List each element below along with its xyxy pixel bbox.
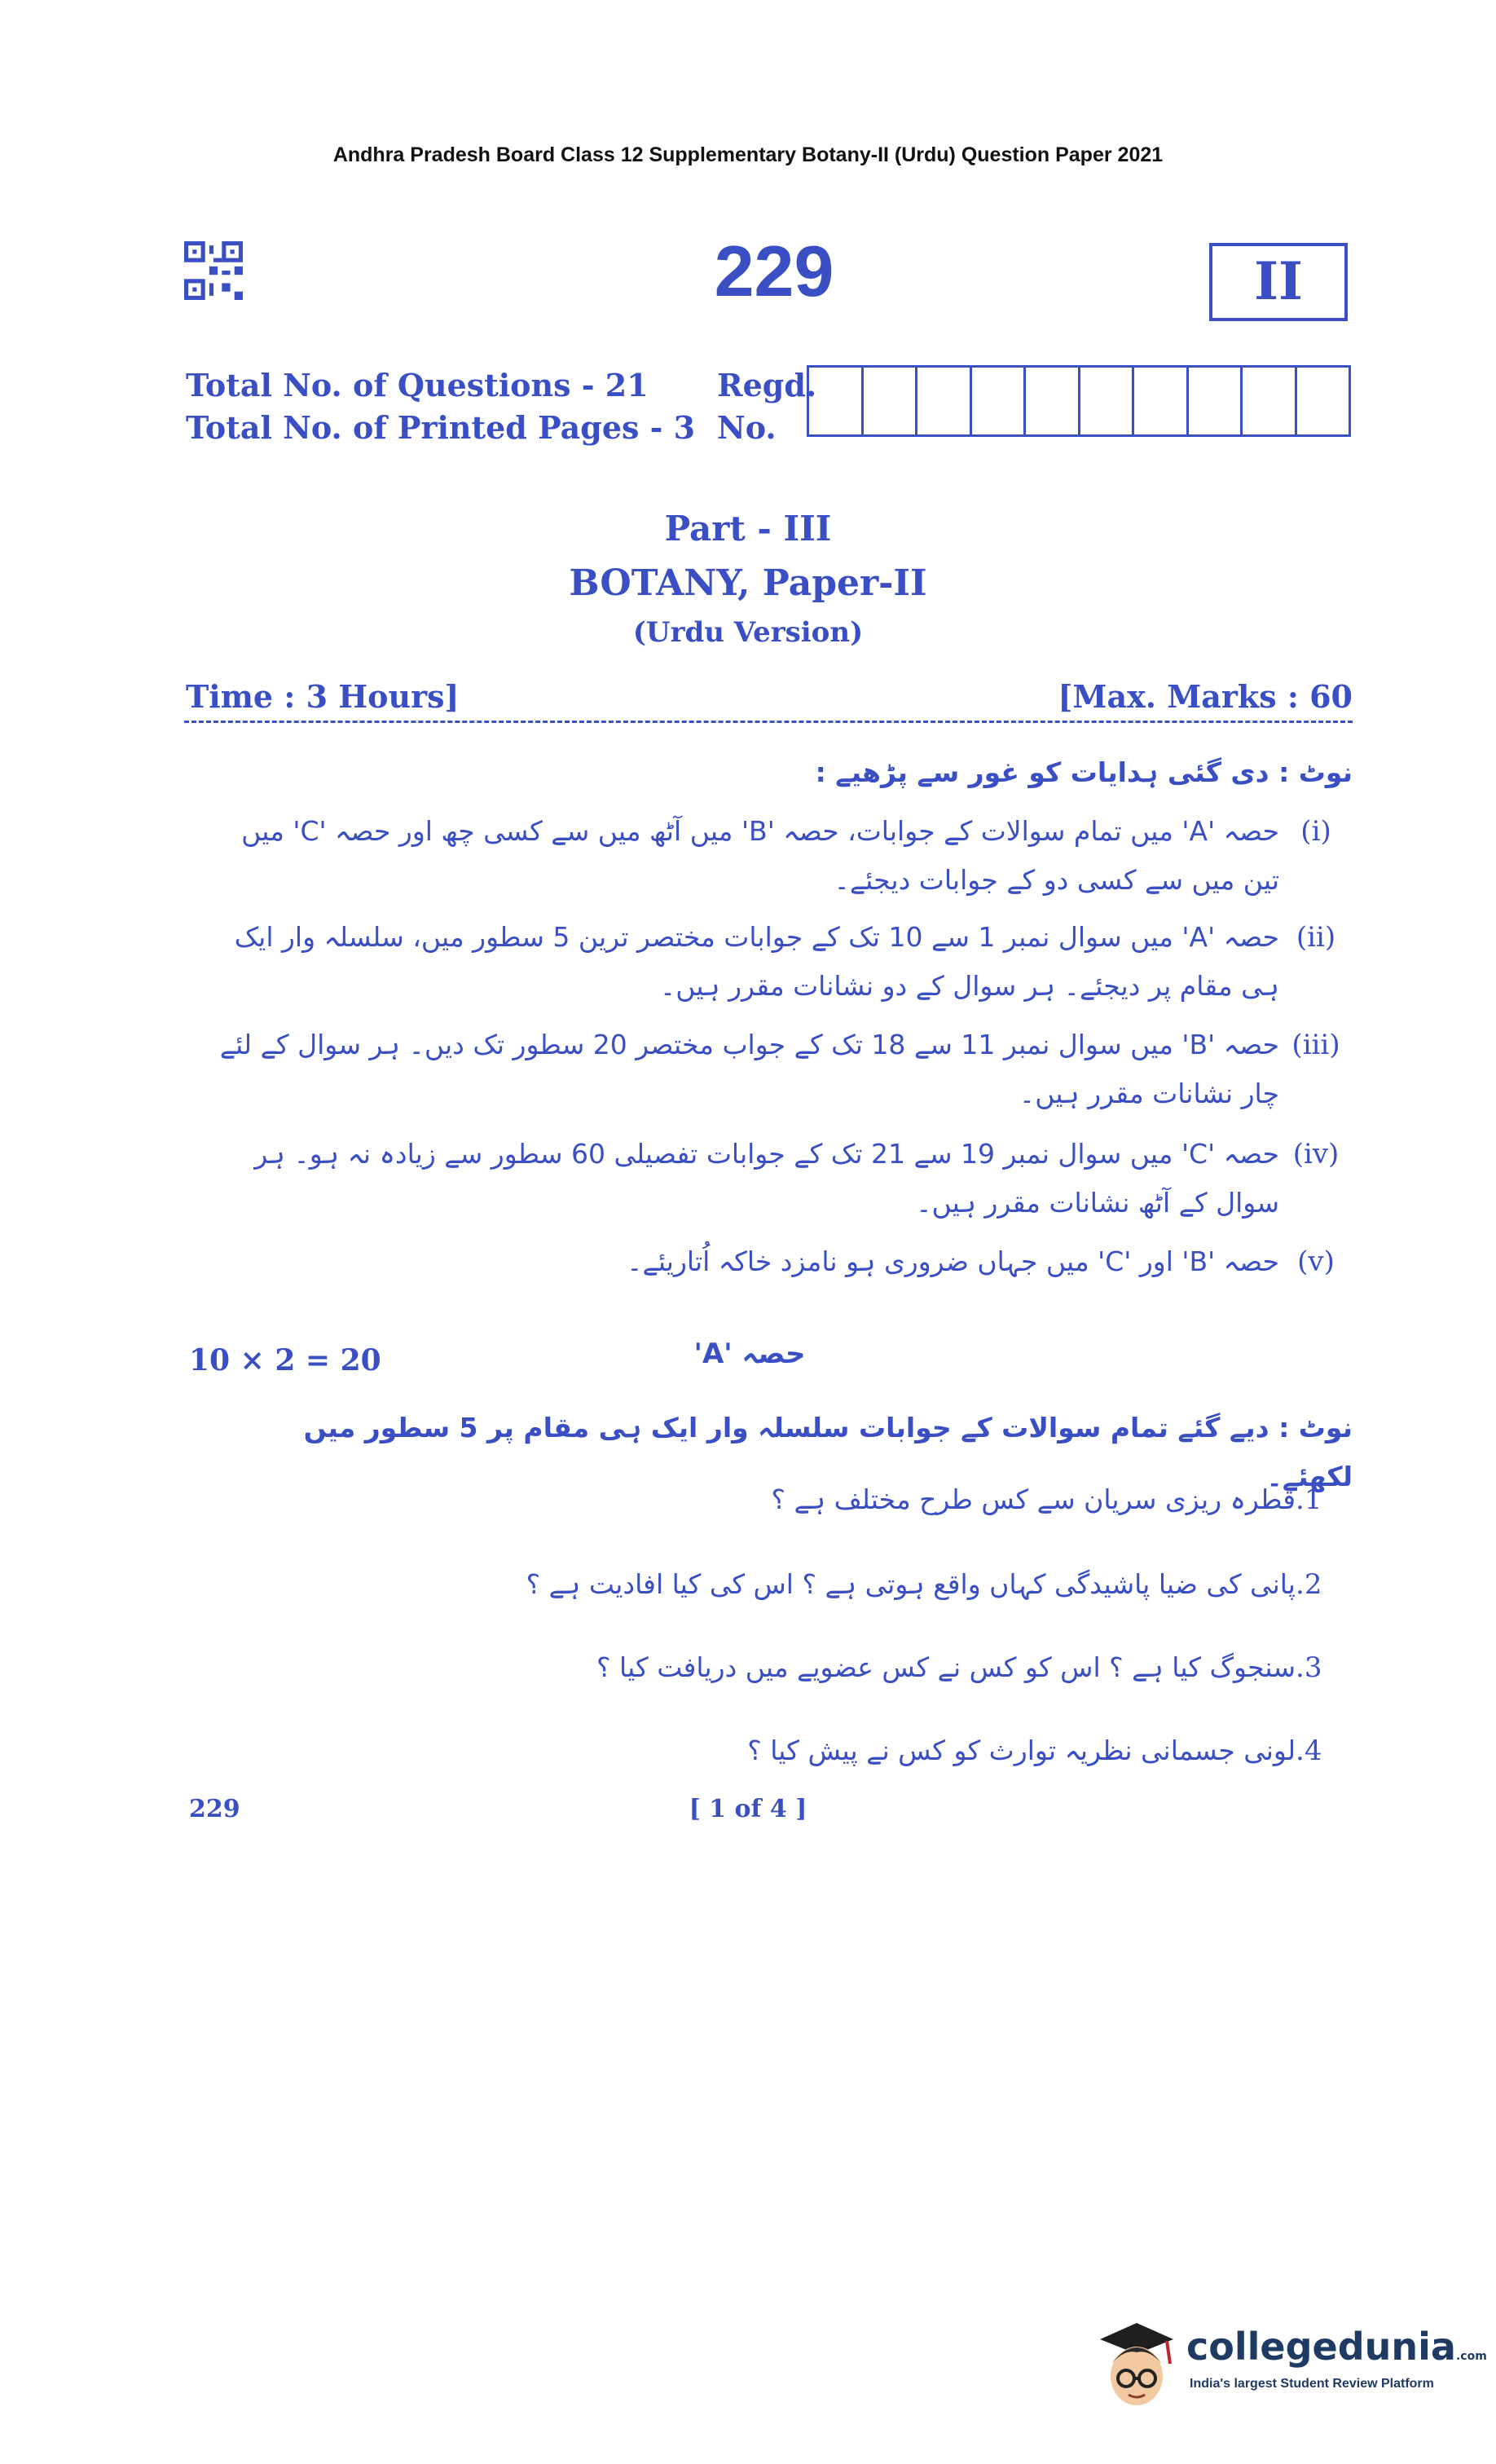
question-number: 3.: [1296, 1651, 1322, 1684]
question-text: سنجوگ کیا ہے ؟ اس کو کس نے کس عضویے میں دریافت کیا ؟: [596, 1651, 1296, 1683]
instruction-text: حصہ 'A' میں تمام سوالات کے جوابات، حصہ 'B' میں آٹھ میں سے کسی چھ اور حصہ 'C' میں تین میں سے کسی دو کے جوابات دیجئے۔: [241, 815, 1279, 896]
instruction-item: [212, 1130, 1353, 1228]
question-number: 1.: [1296, 1483, 1322, 1516]
part-heading: Part - III: [664, 509, 832, 549]
instruction-item: [212, 1020, 1353, 1118]
paper-code: 229: [714, 231, 834, 311]
registration-number-boxes: [807, 365, 1351, 437]
brand-name: collegedunia.com: [1186, 2325, 1487, 2369]
instruction-number: (ii): [1296, 921, 1336, 954]
instruction-text: حصہ 'C' میں سوال نمبر 19 سے 21 تک کے جوابات تفصیلی 60 سطور سے زیادہ نہ ہو۔ ہر سوال کے آٹھ نشانات مقرر ہیں۔: [254, 1138, 1279, 1219]
regd-label: Regd.: [717, 367, 817, 403]
section-label: حصہ 'A': [693, 1338, 806, 1370]
question-number: 2.: [1296, 1568, 1322, 1601]
divider: [184, 721, 1353, 723]
question-item: [293, 1726, 1353, 1775]
brand-tagline: India's largest Student Review Platform: [1190, 2377, 1434, 2391]
subject-heading: BOTANY, Paper-II: [569, 562, 927, 604]
section-note: نوٹ : دیے گئے تمام سوالات کے جوابات سلسلہ وار ایک ہی مقام پر 5 سطور میں لکھئے۔: [303, 1412, 1353, 1492]
question-number: 4.: [1296, 1734, 1322, 1767]
question-item: [293, 1475, 1353, 1524]
page-number: [ 1 of 4 ]: [689, 1795, 807, 1823]
document-title: Andhra Pradesh Board Class 12 Supplementary Botany-II (Urdu) Question Paper 2021: [332, 143, 1164, 166]
section-marks: 10 × 2 = 20: [189, 1343, 381, 1377]
instructions-heading: نوٹ : دی گئی ہدایات کو غور سے پڑھیے :: [815, 756, 1353, 788]
instruction-text: حصہ 'B' اور 'C' میں جہاں ضروری ہو نامزد خاکہ اُتاریئے۔: [627, 1245, 1279, 1277]
max-marks: [Max. Marks : 60: [1058, 678, 1353, 715]
instruction-item: [212, 913, 1353, 1011]
footer-code: 229: [189, 1795, 240, 1823]
mascot-logo-icon: [1092, 2307, 1181, 2421]
instruction-text: حصہ 'B' میں سوال نمبر 11 سے 18 تک کے جواب مختصر 20 سطور تک دیں۔ ہر سوال کے لئے چار نشانات مقرر ہیں۔: [219, 1029, 1279, 1109]
question-text: لونی جسمانی نظریہ توارث کو کس نے پیش کیا ؟: [747, 1734, 1296, 1766]
instruction-item: [212, 1237, 1353, 1286]
instruction-number: (v): [1297, 1245, 1335, 1278]
question-item: [293, 1560, 1353, 1609]
total-pages: Total No. of Printed Pages - 3: [186, 409, 696, 446]
version-heading: (Urdu Version): [632, 616, 864, 649]
question-item: [293, 1643, 1353, 1692]
qr-code-icon: [184, 241, 243, 300]
time-allowed: Time : 3 Hours]: [186, 678, 460, 715]
question-text: قطرہ ریزی سریان سے کس طرح مختلف ہے ؟: [771, 1483, 1296, 1515]
instruction-text: حصہ 'A' میں سوال نمبر 1 سے 10 تک کے جوابات مختصر ترین 5 سطور میں، سلسلہ وار ایک ہی مقام پر دیجئے۔ ہر سوال کے دو نشانات مقرر ہیں۔: [234, 921, 1279, 1002]
no-label: No.: [717, 409, 777, 446]
instruction-number: (iv): [1292, 1138, 1340, 1170]
instruction-item: [212, 807, 1353, 905]
question-text: پانی کی ضیا پاشیدگی کہاں واقع ہوتی ہے ؟ اس کی کیا افادیت ہے ؟: [526, 1568, 1296, 1600]
instruction-number: (iii): [1291, 1029, 1340, 1061]
set-code-box: II: [1209, 243, 1348, 321]
total-questions: Total No. of Questions - 21: [186, 367, 649, 403]
instruction-number: (i): [1300, 815, 1331, 848]
